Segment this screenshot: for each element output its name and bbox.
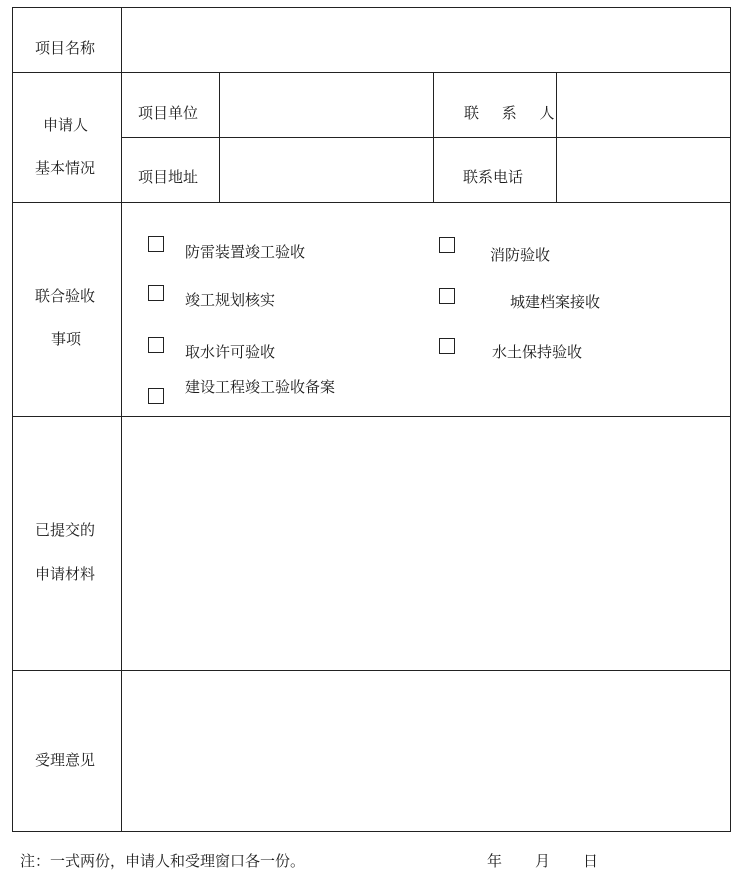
contact-person-label: 联 系 人 bbox=[464, 104, 564, 122]
submitted-materials-label: 已提交的 bbox=[35, 521, 96, 539]
option-completion-filing: 建设工程竣工验收备案 bbox=[185, 378, 336, 396]
contact-phone-field[interactable] bbox=[557, 138, 730, 202]
submitted-materials-field[interactable] bbox=[122, 417, 730, 670]
checkbox-lightning-protection[interactable] bbox=[148, 236, 164, 252]
checkbox-archive-acceptance[interactable] bbox=[439, 288, 455, 304]
option-planning-verification: 竣工规划核实 bbox=[185, 291, 276, 309]
column-divider bbox=[433, 72, 434, 202]
project-address-field[interactable] bbox=[220, 138, 433, 202]
footer-note: 注：一式两份，申请人和受理窗口各一份。 bbox=[20, 852, 306, 870]
submitted-materials-label-line2: 申请材料 bbox=[35, 565, 96, 583]
checkbox-completion-filing[interactable] bbox=[148, 388, 164, 404]
contact-person-field[interactable] bbox=[557, 73, 730, 137]
checkbox-soil-conservation[interactable] bbox=[439, 338, 455, 354]
row-divider bbox=[12, 202, 731, 203]
checkbox-water-permit[interactable] bbox=[148, 337, 164, 353]
option-water-permit: 取水许可验收 bbox=[185, 343, 276, 361]
option-fire-acceptance: 消防验收 bbox=[490, 246, 551, 264]
applicant-label-basic-info: 基本情况 bbox=[35, 159, 96, 177]
contact-phone-label: 联系电话 bbox=[463, 168, 524, 186]
project-unit-field[interactable] bbox=[220, 73, 433, 137]
project-unit-label: 项目单位 bbox=[138, 104, 199, 122]
checkbox-planning-verification[interactable] bbox=[148, 285, 164, 301]
joint-acceptance-label: 联合验收 bbox=[35, 287, 96, 305]
footer-day: 日 bbox=[583, 852, 599, 870]
option-lightning-protection: 防雷装置竣工验收 bbox=[185, 243, 306, 261]
project-address-label: 项目地址 bbox=[138, 168, 199, 186]
acceptance-opinion-field[interactable] bbox=[122, 671, 730, 831]
project-name-field[interactable] bbox=[122, 8, 730, 72]
acceptance-opinion-label: 受理意见 bbox=[35, 751, 96, 769]
joint-acceptance-label-items: 事项 bbox=[51, 330, 82, 348]
checkbox-fire-acceptance[interactable] bbox=[439, 237, 455, 253]
footer-month: 月 bbox=[535, 852, 551, 870]
applicant-label: 申请人 bbox=[43, 116, 89, 134]
option-archive-acceptance: 城建档案接收 bbox=[510, 293, 601, 311]
project-name-label: 项目名称 bbox=[35, 39, 96, 57]
footer-year: 年 bbox=[487, 852, 503, 870]
option-soil-conservation: 水土保持验收 bbox=[492, 343, 583, 361]
